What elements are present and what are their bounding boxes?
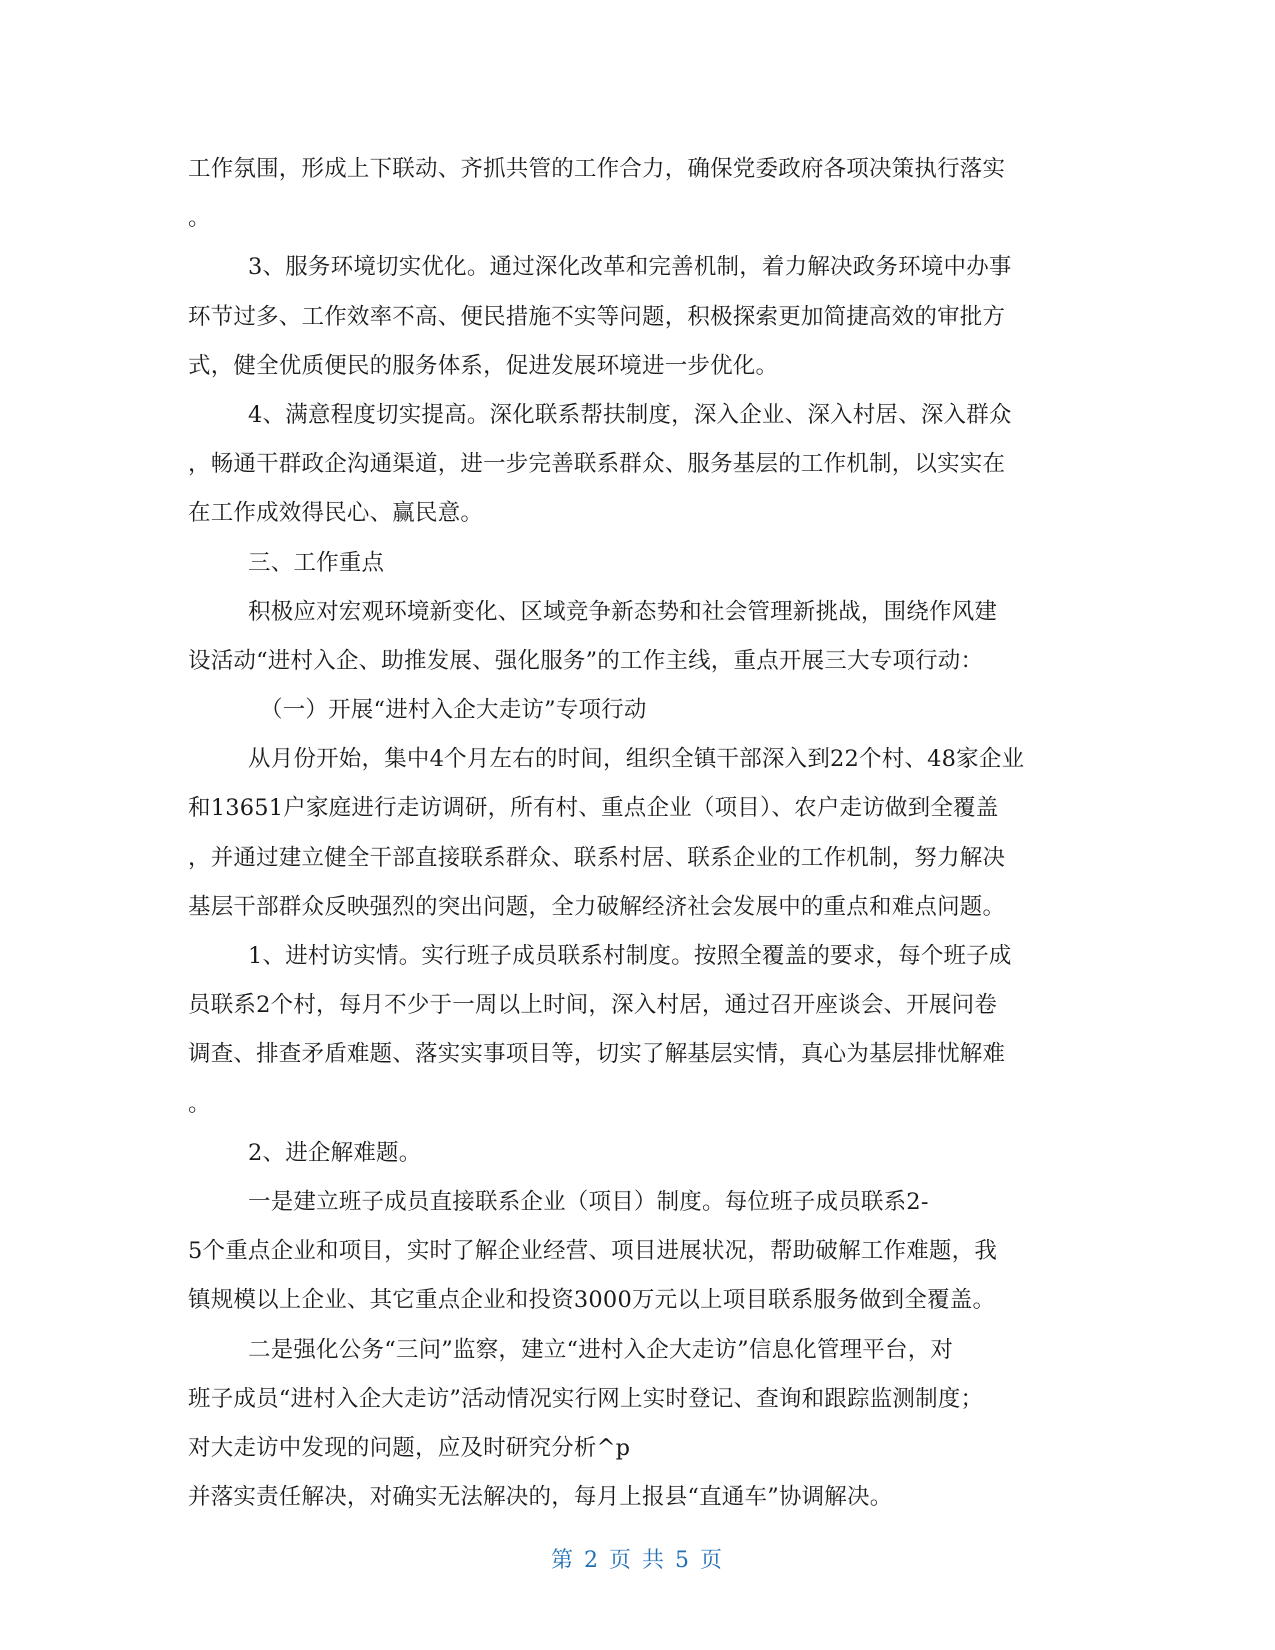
text-line: 班子成员“进村入企大走访”活动情况实行网上实时登记、查询和跟踪监测制度；	[188, 1385, 984, 1412]
subsection-heading: （一）开展“进村入企大走访”专项行动	[260, 697, 647, 724]
text-line: 基层干部群众反映强烈的突出问题，全力破解经济社会发展中的重点和难点问题。	[188, 893, 1006, 920]
paragraph-start: 从月份开始，集中4个月左右的时间，组织全镇干部深入到22个村、48家企业	[248, 746, 1025, 773]
text-line: 和13651户家庭进行走访调研，所有村、重点企业（项目）、农户走访做到全覆盖	[188, 795, 999, 822]
paragraph-start: 积极应对宏观环境新变化、区域竞争新态势和社会管理新挑战，围绕作风建	[248, 598, 998, 625]
text-line: 工作氛围，形成上下联动、齐抓共管的工作合力，确保党委政府各项决策执行落实	[188, 156, 1006, 182]
section-heading: 三、工作重点	[248, 549, 385, 576]
text-line: ，畅通干群政企沟通渠道，进一步完善联系群众、服务基层的工作机制，以实实在	[188, 451, 1006, 478]
text-line: 调查、排查矛盾难题、落实实事项目等，切实了解基层实情，真心为基层排忧解难	[188, 1041, 1006, 1068]
paragraph-start: 2、进企解难题。	[248, 1139, 422, 1166]
paragraph-start: 3、服务环境切实优化。通过深化改革和完善机制，着力解决政务环境中办事	[248, 254, 1012, 281]
text-line: 在工作成效得民心、赢民意。	[188, 500, 484, 527]
text-line: 式，健全优质便民的服务体系，促进发展环境进一步优化。	[188, 352, 779, 379]
text-line: 环节过多、工作效率不高、便民措施不实等问题，积极探索更加简捷高效的审批方	[188, 303, 1006, 330]
text-line: ，并通过建立健全干部直接联系群众、联系村居、联系企业的工作机制，努力解决	[188, 844, 1006, 871]
text-line: 对大走访中发现的问题，应及时研究分析^p	[188, 1434, 631, 1461]
document-body	[188, 145, 1093, 1522]
text-line: 设活动“进村入企、助推发展、强化服务”的工作主线，重点开展三大专项行动：	[188, 647, 984, 674]
text-line: 。	[188, 205, 211, 232]
text-line: 5个重点企业和项目，实时了解企业经营、项目进展状况，帮助破解工作难题，我	[188, 1238, 998, 1265]
page-number-footer: 第 2 页 共 5 页	[551, 1548, 724, 1573]
paragraph-start: 一是建立班子成员直接联系企业（项目）制度。每位班子成员联系2-	[248, 1188, 929, 1215]
text-line: 。	[188, 1090, 211, 1117]
text-line: 镇规模以上企业、其它重点企业和投资3000万元以上项目联系服务做到全覆盖。	[188, 1287, 996, 1314]
paragraph-start: 二是强化公务“三问”监察，建立“进村入企大走访”信息化管理平台，对	[248, 1336, 954, 1363]
paragraph-start: 4、满意程度切实提高。深化联系帮扶制度，深入企业、深入村居、深入群众	[248, 401, 1012, 428]
text-line: 并落实责任解决，对确实无法解决的，每月上报县“直通车”协调解决。	[188, 1484, 893, 1511]
text-line: 员联系2个村，每月不少于一周以上时间，深入村居，通过召开座谈会、开展问卷	[188, 992, 998, 1019]
paragraph-start: 1、进村访实情。实行班子成员联系村制度。按照全覆盖的要求，每个班子成	[248, 943, 1012, 969]
